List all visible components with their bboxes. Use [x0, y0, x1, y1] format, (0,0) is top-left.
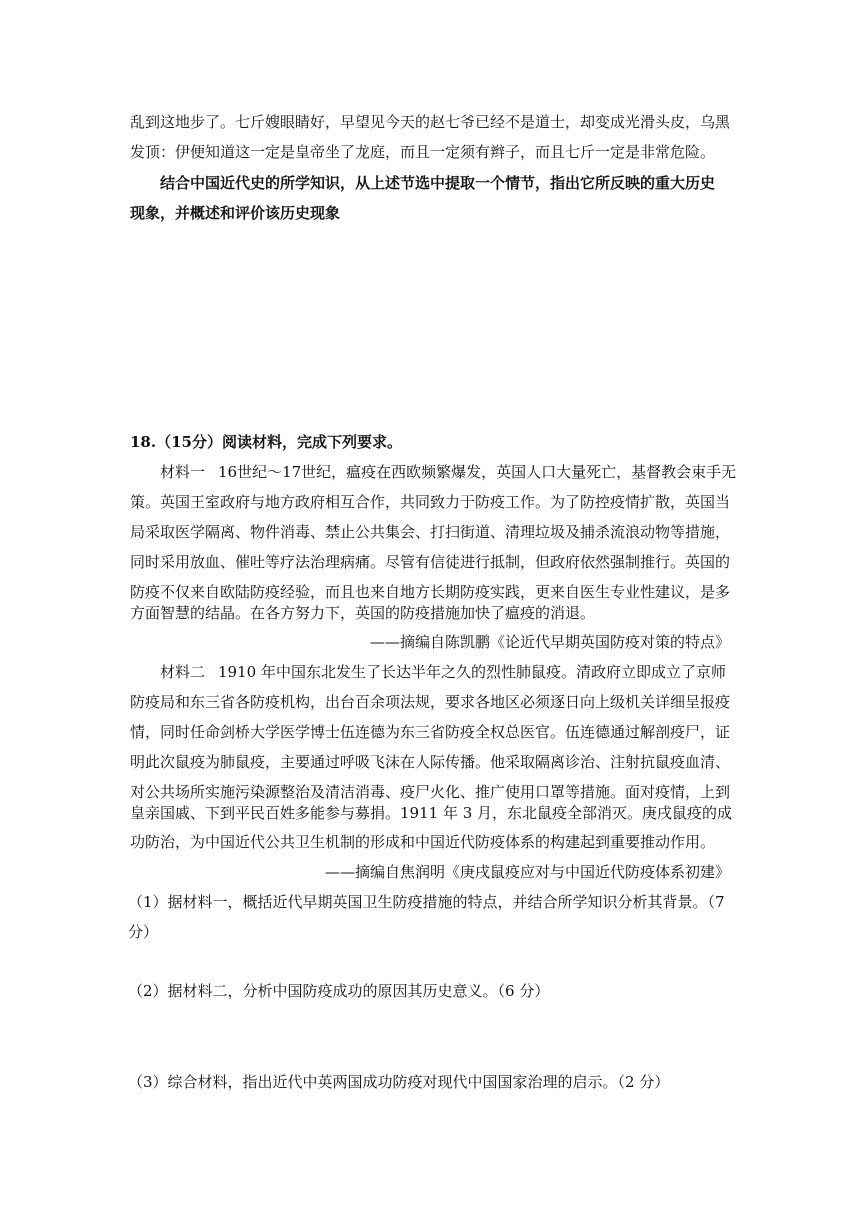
material-2-line-7: 功防治，为中国近代公共卫生机制的形成和中国近代防疫体系的构建起到重要推动作用。: [130, 833, 716, 851]
question-2: （2）据材料二，分析中国防疫成功的原因其历史意义。（6 分）: [128, 982, 550, 1000]
passage-line-2: 发顶：伊便知道这一定是皇帝坐了龙庭，而且一定须有辫子，而且七斤一定是非常危险。: [130, 143, 716, 161]
material-1-text: 16世纪～17世纪，瘟疫在西欧频繁爆发，英国人口大量死亡，基督教会束手无: [218, 463, 737, 481]
material-2-text: 1910 年中国东北发生了长达半年之久的烈性肺鼠疫。清政府立即成立了京师: [218, 663, 726, 681]
q17-prompt-line-2: 现象，并概述和评价该历史现象: [130, 204, 341, 222]
question-1-line-2: 分）: [128, 923, 159, 941]
q17-prompt-line-1: 结合中国近代史的所学知识，从上述节选中提取一个情节，指出它所反映的重大历史: [160, 174, 716, 192]
material-2-line-2: 防疫局和东三省各防疫机构，出台百余项法规，要求各地区必须逐日向上级机关详细呈报疫: [130, 693, 731, 711]
material-1-line-2: 策。英国王室政府与地方政府相互合作，共同致力于防疫工作。为了防控疫情扩散，英国当: [130, 493, 731, 511]
material-2-line-5: 对公共场所实施污染源整治及清洁消毒、疫尸火化、推广使用口罩等措施。面对疫情，上到: [130, 783, 731, 801]
material-2-label: 材料二: [160, 663, 206, 681]
material-2-source: ——摘编自焦润明《庚戌鼠疫应对与中国近代防疫体系初建》: [324, 863, 730, 881]
material-1-line-1: [160, 462, 736, 482]
material-1-line-6: 方面智慧的结晶。在各方努力下，英国的防疫措施加快了瘟疫的消退。: [130, 604, 596, 622]
material-1-line-3: 局采取医学隔离、物件消毒、禁止公共集会、打扫街道、清理垃圾及捕杀流浪动物等措施，: [130, 523, 731, 541]
material-1-label: 材料一: [160, 463, 206, 481]
passage-line-1: 乱到这地步了。七斤嫂眼睛好，早望见今天的赵七爷已经不是道士，却变成光滑头皮，乌黑: [130, 113, 731, 131]
material-1-line-5: 防疫不仅来自欧陆防疫经验，而且也来自地方长期防疫实践，更来自医生专业性建议，是多: [130, 583, 731, 601]
material-2-line-3: 情，同时任命剑桥大学医学博士伍连德为东三省防疫全权总医官。伍连德通过解剖疫尸，证: [130, 723, 731, 741]
material-2-line-6: 皇亲国戚、下到平民百姓多能参与募捐。1911 年 3 月，东北鼠疫全部消灭。庚戌鼠疫的成: [130, 804, 733, 822]
material-2-line-4: 明此次鼠疫为肺鼠疫，主要通过呼吸飞沫在人际传播。他采取隔离诊治、注射抗鼠疫血清、: [130, 753, 731, 771]
material-2-line-1: [160, 662, 726, 682]
question-1-line-1: （1）据材料一，概括近代早期英国卫生防疫措施的特点，并结合所学知识分析其背景。（7: [128, 893, 725, 911]
question-3: （3）综合材料，指出近代中英两国成功防疫对现代中国国家治理的启示。（2 分）: [128, 1073, 670, 1091]
material-1-source: ——摘编自陈凯鹏《论近代早期英国防疫对策的特点》: [369, 633, 730, 651]
q18-heading: 18.（15分）阅读材料，完成下列要求。: [130, 433, 402, 451]
material-1-line-4: 同时采用放血、催吐等疗法治理病痛。尽管有信徒进行抵制，但政府依然强制推行。英国的: [130, 553, 731, 571]
